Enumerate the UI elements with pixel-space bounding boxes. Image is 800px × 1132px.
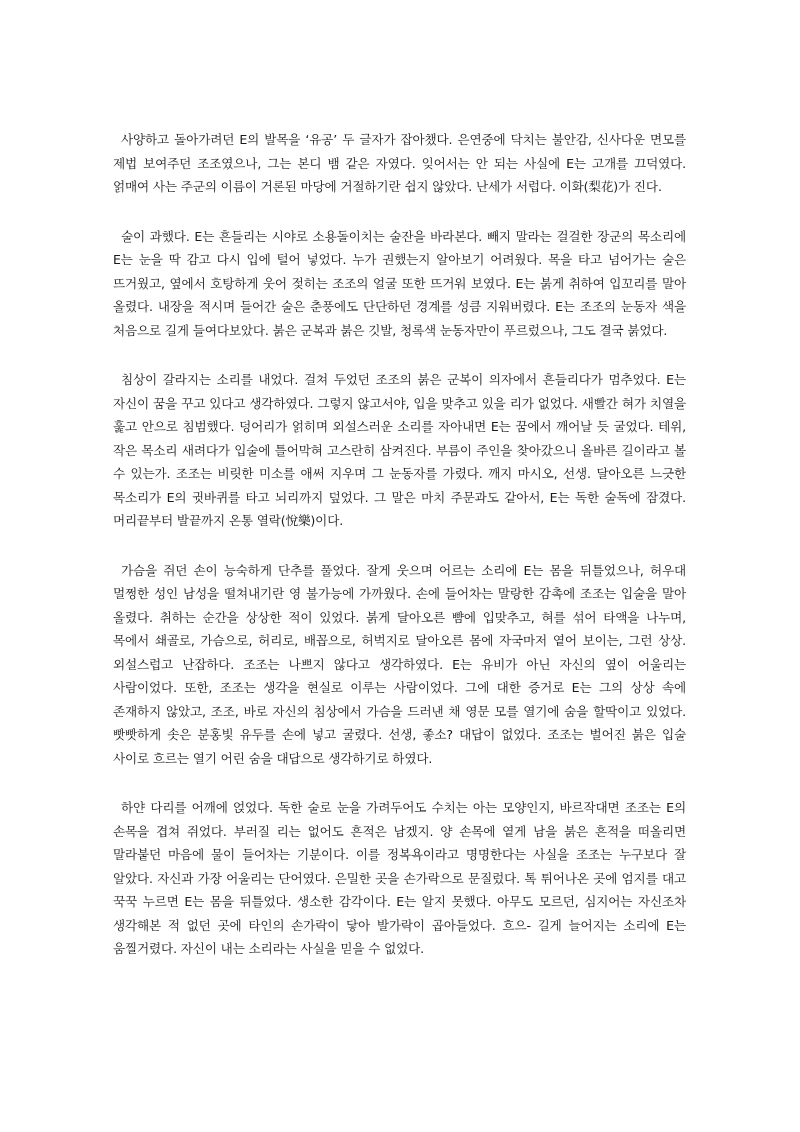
paragraph-2: 술이 과했다. E는 흔들리는 시야로 소용돌이치는 술잔을 바라본다. 빼지 말라는 걸걸한 장군의 목소리에 E는 눈을 딱 감고 다시 입에 털어 넣었다. 누가 권했는지 알아보기 어려웠다. 목을 타고 넘어가는 술은 뜨거웠고, 옆에서 호탕하게 웃어 젖히는 조조의 얼굴 또한 뜨거워 보였다. E는 붉게 취하여 입꼬리를 말아 올렸다. 내장을 적시며 들어간 술은 춘풍에도 단단하던 경계를 성큼 지워버렸다. E는 조조의 눈동자 색을 처음으로 길게 들여다보았다. 붉은 군복과 붉은 깃발, 청록색 눈동자만이 푸르렀으나, 그도 결국 붉었다. <box>113 228 686 338</box>
paragraph-4: 가슴을 쥐던 손이 능숙하게 단추를 풀었다. 잘게 웃으며 어르는 소리에 E는 몸을 뒤틀었으나, 허우대 멀쩡한 성인 남성을 떨쳐내기란 영 불가능에 가까웠다. 손에 들어차는 말랑한 감촉에 조조는 입술을 말아 올렸다. 취하는 순간을 상상한 적이 있었다. 붉게 달아오른 뺨에 입맞추고, 혀를 섞어 타액을 나누며, 목에서 쇄골로, 가슴으로, 허리로, 배꼽으로, 허벅지로 달아오른 몸에 자국마저 옅어 보이는, 그런 상상. 외설스럽고 난잡하다. 조조는 나쁘지 않다고 생각하였다. E는 유비가 아닌 자신의 옆이 어울리는 사람이었다. 또한, 조조는 생각을 현실로 이루는 사람이었다. 그에 대한 증거로 E는 그의 상상 속에 존재하지 않았고, 조조, 바로 자신의 침상에서 가슴을 드러낸 채 영문 모를 열기에 숨을 할딱이고 있었다. 빳빳하게 솟은 분홍빛 유두를 손에 넣고 굴렸다. 선생, 좋소? 대답이 없었다. 조조는 벌어진 붉은 입술 사이로 흐르는 열기 어린 숨을 대답으로 생각하기로 하였다. <box>113 562 686 766</box>
paragraph-1: 사양하고 돌아가려던 E의 발목을 ‘유공’ 두 글자가 잡아챘다. 은연중에 닥치는 불안감, 신사다운 면모를 제법 보여주던 조조였으나, 그는 본디 뱀 같은 자였다. 잊어서는 안 되는 사실에 E는 고개를 끄덕였다. 얽매여 사는 주군의 이름이 거론된 마당에 거절하기란 쉽지 않았다. 난세가 서럽다. 이화(梨花)가 진다. <box>113 132 686 194</box>
paragraph-3: 침상이 갈라지는 소리를 내었다. 걸쳐 두었던 조조의 붉은 군복이 의자에서 흔들리다가 멈추었다. E는 자신이 꿈을 꾸고 있다고 생각하였다. 그렇지 않고서야, 입을 맞추고 있을 리가 없었다. 새빨간 혀가 치열을 훑고 안으로 침범했다. 덩어리가 얽히며 외설스러운 소리를 자아내면 E는 꿈에서 깨어날 듯 굴었다. 테위, 작은 목소리 새려다가 입술에 틀어막혀 고스란히 삼켜진다. 부름이 주인을 찾아갔으니 올바른 길이라고 볼 수 있는가. 조조는 비릿한 미소를 애써 지우며 그 눈동자를 가렸다. 깨지 마시오, 선생. 달아오른 느긋한 목소리가 E의 귓바퀴를 타고 뇌리까지 덮었다. 그 말은 마치 주문과도 같아서, E는 독한 술독에 잠겼다. 머리끝부터 발끝까지 온통 열락(悅樂)이다. <box>113 372 686 528</box>
document-body <box>113 128 686 987</box>
paragraph-5: 하얀 다리를 어깨에 얹었다. 독한 술로 눈을 가려두어도 수치는 아는 모양인지, 바르작대면 조조는 E의 손목을 겹쳐 쥐었다. 부러질 리는 없어도 흔적은 남겠지. 양 손목에 옅게 남을 붉은 흔적을 떠올리면 말라붙던 마음에 물이 들어차는 기분이다. 이를 정복욕이라고 명명한다는 사실을 조조는 누구보다 잘 알았다. 자신과 가장 어울리는 단어였다. 은밀한 곳을 손가락으로 문질렀다. 톡 튀어나온 곳에 엄지를 대고 꾹꾹 누르면 E는 몸을 뒤틀었다. 생소한 감각이다. E는 알지 못했다. 아무도 모르던, 심지어는 자신조차 생각해본 적 없던 곳에 타인의 손가락이 닿아 발가락이 곱아들었다. 흐으- 길게 늘어지는 소리에 E는 움찔거렸다. 자신이 내는 소리라는 사실을 믿을 수 없었다. <box>113 800 686 956</box>
